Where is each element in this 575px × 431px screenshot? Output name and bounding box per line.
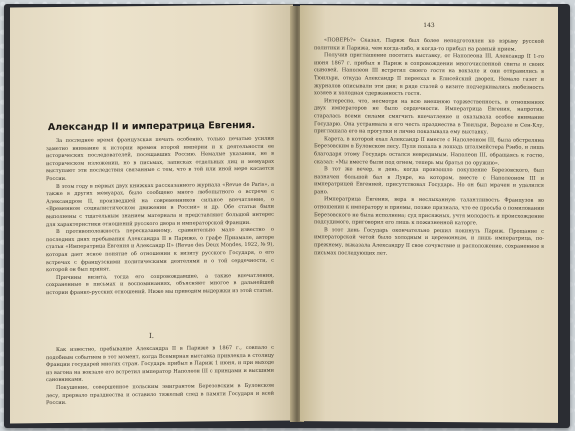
left-body-text-after: [46, 345, 274, 408]
right-body-text: [314, 37, 544, 259]
paragraph: В этот день Государь окончательно решил покинуть Париж. Прощание с императорской четой было холодным и церемонным, и лишь императрица, по-прежнему, выказала Александру II свое сочувствие и расположение, сохраненное в письмах последующих лет.: [314, 227, 544, 257]
left-body-text: [46, 136, 274, 298]
paragraph: В тот же вечер, в день, когда произошло покушение Березовского, был назначен большой бал в Лувре, на котором, вместе с Наполеоном III и императрицей Евгенией, присутствовал Государь. Но он был мрачен и удалился рано.: [314, 166, 544, 196]
paragraph: Как известно, пребывание Александра II в Париже в 1867 г., совпало с подобным событием в тот момент, когда Всемирная выставка привлекла в столицу Франции государей многих стран. Государь прибыл в Париж 1 июня, и при выходе из вагона на вокзале его встретил император Наполеон III с принцами и высшими сановниками.: [46, 344, 274, 384]
chapter-title: Александр II и императрица Евгения.: [47, 119, 256, 134]
paragraph: В этом году в первых двух книжках рассказанного журнала «Revue de Paris», а также в других мемуарах, было сообщено много любопытного о встрече с Александром II, произведшей на современников сильное впечатление, о «Временном социалистическом движении в России» и др. Обе статьи были выполнены с тщательным знанием материала и представляют большой интерес для характеристики отношений русского двора и императорской Франции.: [46, 181, 274, 228]
paragraph: Причины визита, тогда его сопровождавшие, а также впечатления, сохраненные в письмах и воспоминаниях, объясняют многое в дальнейшей истории франко-русских отношений. Ниже мы приводим выдержки из этой статьи.: [46, 272, 274, 296]
left-page: [10, 5, 293, 424]
paragraph: В противоположность пересказанному, сравнительно мало известно о последних днях пребывания Александра II в Париже, о графе Приамале, авторе статьи «Императрица Евгения и Александр II» (Revue des Deux Mondes, 1922, № 9), которая дает ясное понятие об отношении к визиту русского Государя, о его встречах с французскими политическими деятелями и о той сердечности, с которой он был принят.: [46, 226, 274, 274]
paragraph: Карета, в которой ехал Александр II вместе с Наполеоном III, была обстреляна Березовским в Булонском лесу. Пуля попала в лошадь шталмейстера Рэнбо, и лишь благодаря этому Государь остался невредимым. Наполеон III, обращаясь к гостю, сказал: «Мы вместе были под огнем, теперь мы братья по оружию».: [314, 135, 544, 166]
paragraph: «ПОВЕРЬ?» Сказал, Париж был более неподготовлен ко взрыву русской политики и Парижа, чем когда-либо, и когда-то прибыл на равный прием.: [314, 37, 544, 53]
paragraph: Императрица Евгения, вера в неслыханную талантливость Французов во отношении к императору и приемы, позже признала, что ее просьба о помиловании Березовского не была исполнена; суд присяжных, учтя молодость и происхождение подсудимого, приговорил его лишь к пожизненной каторге.: [314, 196, 544, 227]
paragraph: Интересно, что, несмотря на всю внешнюю торжественность, в отношениях двух императоров не было сердечности. Императрица Евгения, напротив, старалась всеми силами смягчить впечатление и оказывала особое внимание Государю. Она устраивала в его честь празднества в Тюильри, Версале и Сен-Клу, приглашала его на прогулки и лично показывала ему выставку.: [314, 98, 544, 136]
section-marker: I.: [149, 331, 154, 341]
paragraph: Получив приглашение посетить выставку, от Наполеона III, Александр II 1-го июня 1867 г. прибыл в Париж в сопровождении многочисленной свиты и своих сыновей. Наполеон III встретил своего гостя на вокзале и они отправились в Тюильри, откуда Александр II переехал в Елисейский дворец. Немало газет и журналов описывали эти дни; в ряде статей о визите подчеркивались любезность хозяев и холодная сдержанность гостя.: [314, 52, 544, 98]
paragraph: За последнее время французская печать особенно, только печатью усилия заметно внимание к истории времен второй империи и к деятельности ее исторических последователей, посещавших Россию. Немалые указания, не в историческом изложении, но в письмах, записках отдельных лиц и мемуарах выступают эти последствия связанные с тем, что в той или иной мере касается России.: [46, 135, 274, 183]
paragraph: Покушение, совершенное польским эмигрантом Березовским в Булонском лесу, прервало празднества и оставило тяжелый след в памяти Государя и всей России.: [46, 382, 274, 407]
right-page: [300, 5, 558, 423]
page-number: 143: [423, 21, 435, 30]
